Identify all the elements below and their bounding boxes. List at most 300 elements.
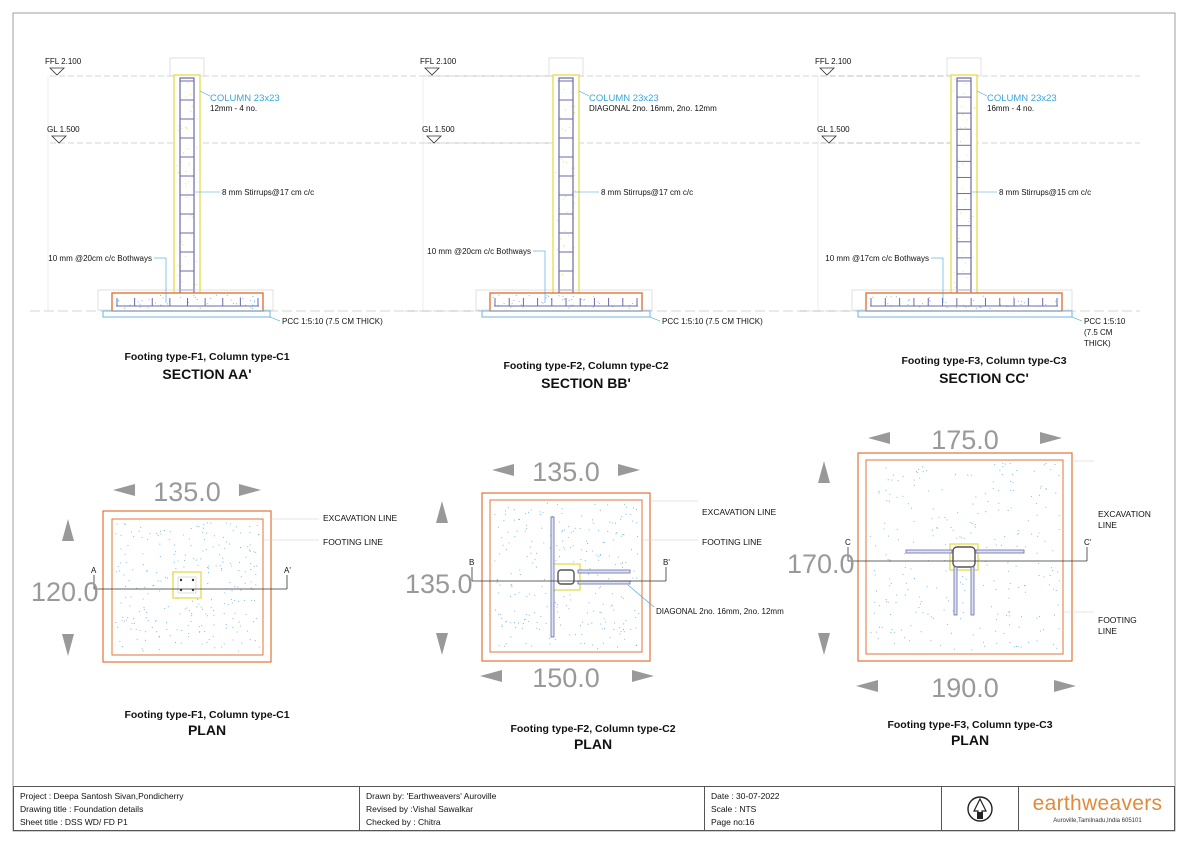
aggregate-dot — [137, 639, 138, 640]
aggregate-dot — [555, 602, 556, 603]
aggregate-dot — [958, 238, 959, 239]
aggregate-dot — [896, 296, 897, 297]
section-title: SECTION CC' — [939, 370, 1029, 386]
aggregate-dot — [886, 468, 887, 469]
column-bar-dot — [192, 579, 194, 581]
column-top-outline — [947, 58, 981, 76]
aggregate-dot — [1058, 604, 1059, 605]
aggregate-dot — [1058, 475, 1059, 476]
aggregate-dot — [996, 544, 997, 545]
aggregate-dot — [200, 558, 201, 559]
aggregate-dot — [563, 199, 564, 200]
aggregate-dot — [186, 197, 187, 198]
aggregate-dot — [233, 303, 234, 304]
aggregate-dot — [1044, 541, 1045, 542]
aggregate-dot — [524, 619, 525, 620]
aggregate-dot — [962, 114, 963, 115]
aggregate-dot — [162, 297, 163, 298]
aggregate-dot — [519, 519, 520, 520]
aggregate-dot — [622, 562, 623, 563]
aggregate-dot — [569, 634, 570, 635]
aggregate-dot — [580, 528, 581, 529]
aggregate-dot — [888, 479, 889, 480]
section-cut-left-label: A — [91, 566, 97, 575]
aggregate-dot — [951, 633, 952, 634]
aggregate-dot — [574, 203, 575, 204]
aggregate-dot — [178, 125, 179, 126]
aggregate-dot — [902, 476, 903, 477]
aggregate-dot — [185, 256, 186, 257]
aggregate-dot — [160, 581, 161, 582]
aggregate-dot — [1010, 490, 1011, 491]
aggregate-dot — [947, 519, 948, 520]
aggregate-dot — [1018, 533, 1019, 534]
aggregate-dot — [1031, 496, 1032, 497]
aggregate-dot — [961, 537, 962, 538]
aggregate-dot — [195, 297, 196, 298]
aggregate-dot — [529, 295, 530, 296]
aggregate-dot — [618, 557, 619, 558]
aggregate-dot — [213, 624, 214, 625]
aggregate-dot — [1008, 510, 1009, 511]
aggregate-dot — [964, 93, 965, 94]
pcc-bed — [858, 311, 1072, 317]
aggregate-dot — [902, 496, 903, 497]
aggregate-dot — [187, 148, 188, 149]
gl-marker-triangle — [52, 136, 66, 143]
aggregate-dot — [586, 541, 587, 542]
aggregate-dot — [251, 581, 252, 582]
aggregate-dot — [139, 611, 140, 612]
aggregate-dot — [556, 545, 557, 546]
pcc-leader — [270, 317, 280, 321]
aggregate-dot — [186, 128, 187, 129]
aggregate-dot — [1005, 464, 1006, 465]
title-block-people-cell — [360, 787, 705, 830]
aggregate-dot — [623, 623, 624, 624]
diagonal-note-label: DIAGONAL 2no. 16mm, 2no. 12mm — [656, 607, 784, 616]
aggregate-dot — [503, 520, 504, 521]
aggregate-dot — [603, 604, 604, 605]
aggregate-dot — [625, 562, 626, 563]
aggregate-dot — [224, 603, 225, 604]
aggregate-dot — [575, 190, 576, 191]
aggregate-dot — [170, 531, 171, 532]
aggregate-dot — [917, 472, 918, 473]
aggregate-dot — [914, 578, 915, 579]
aggregate-dot — [1016, 546, 1017, 547]
aggregate-dot — [232, 602, 233, 603]
aggregate-dot — [549, 638, 550, 639]
aggregate-dot — [564, 89, 565, 90]
aggregate-dot — [254, 301, 255, 302]
aggregate-dot — [611, 606, 612, 607]
column-leader — [977, 91, 987, 96]
aggregate-dot — [954, 649, 955, 650]
aggregate-dot — [901, 630, 902, 631]
column-leader — [200, 91, 210, 96]
aggregate-dot — [602, 628, 603, 629]
aggregate-dot — [913, 542, 914, 543]
bottom-bar-label: 10 mm @20cm c/c Bothways — [48, 254, 152, 263]
aggregate-dot — [207, 303, 208, 304]
aggregate-dot — [568, 608, 569, 609]
aggregate-dot — [987, 565, 988, 566]
aggregate-dot — [598, 530, 599, 531]
aggregate-dot — [505, 510, 506, 511]
aggregate-dot — [979, 628, 980, 629]
aggregate-dot — [191, 615, 192, 616]
aggregate-dot — [626, 507, 627, 508]
aggregate-dot — [946, 570, 947, 571]
aggregate-dot — [933, 509, 934, 510]
aggregate-dot — [130, 629, 131, 630]
aggregate-dot — [226, 523, 227, 524]
aggregate-dot — [536, 567, 537, 568]
footing-label: FOOTING — [1098, 615, 1137, 625]
aggregate-dot — [191, 234, 192, 235]
aggregate-dot — [959, 536, 960, 537]
aggregate-dot — [520, 574, 521, 575]
aggregate-dot — [995, 589, 996, 590]
aggregate-dot — [120, 562, 121, 563]
aggregate-dot — [1040, 487, 1041, 488]
aggregate-dot — [146, 570, 147, 571]
aggregate-dot — [616, 532, 617, 533]
aggregate-dot — [1002, 463, 1003, 464]
aggregate-dot — [185, 183, 186, 184]
aggregate-dot — [223, 537, 224, 538]
aggregate-dot — [193, 558, 194, 559]
aggregate-dot — [635, 627, 636, 628]
aggregate-dot — [222, 558, 223, 559]
aggregate-dot — [181, 266, 182, 267]
column-top-outline — [170, 58, 204, 76]
aggregate-dot — [123, 574, 124, 575]
ffl-marker-label: FFL 2.100 — [815, 57, 852, 66]
aggregate-dot — [210, 523, 211, 524]
aggregate-dot — [536, 628, 537, 629]
aggregate-dot — [922, 612, 923, 613]
bottom-dimension-label: 190.0 — [931, 673, 999, 703]
aggregate-dot — [897, 529, 898, 530]
column-outline — [553, 75, 579, 294]
aggregate-dot — [514, 509, 515, 510]
aggregate-dot — [255, 574, 256, 575]
aggregate-dot — [1011, 507, 1012, 508]
aggregate-dot — [560, 625, 561, 626]
dimension-arrow-right — [618, 464, 640, 476]
aggregate-dot — [506, 621, 507, 622]
aggregate-dot — [547, 295, 548, 296]
aggregate-dot — [878, 493, 879, 494]
aggregate-dot — [543, 542, 544, 543]
aggregate-dot — [503, 545, 504, 546]
aggregate-dot — [601, 612, 602, 613]
aggregate-dot — [185, 171, 186, 172]
aggregate-dot — [164, 608, 165, 609]
aggregate-dot — [250, 563, 251, 564]
aggregate-dot — [580, 643, 581, 644]
aggregate-dot — [251, 588, 252, 589]
stirrup-label: 8 mm Stirrups@15 cm c/c — [999, 188, 1092, 197]
aggregate-dot — [514, 520, 515, 521]
aggregate-dot — [888, 602, 889, 603]
aggregate-dot — [541, 302, 542, 303]
aggregate-dot — [1037, 536, 1038, 537]
aggregate-dot — [540, 511, 541, 512]
top-dimension-label: 135.0 — [532, 457, 600, 487]
aggregate-dot — [529, 594, 530, 595]
aggregate-dot — [125, 524, 126, 525]
aggregate-dot — [516, 295, 517, 296]
aggregate-dot — [561, 513, 562, 514]
aggregate-dot — [1003, 633, 1004, 634]
aggregate-dot — [953, 610, 954, 611]
aggregate-dot — [185, 185, 186, 186]
aggregate-dot — [190, 111, 191, 112]
aggregate-dot — [965, 263, 966, 264]
aggregate-dot — [121, 535, 122, 536]
top-dimension-label: 135.0 — [153, 477, 221, 507]
aggregate-dot — [229, 543, 230, 544]
aggregate-dot — [1008, 598, 1009, 599]
aggregate-dot — [550, 548, 551, 549]
aggregate-dot — [230, 523, 231, 524]
column-label: COLUMN 23x23 — [987, 93, 1057, 104]
aggregate-dot — [531, 509, 532, 510]
aggregate-dot — [1058, 628, 1059, 629]
aggregate-dot — [875, 574, 876, 575]
aggregate-dot — [893, 475, 894, 476]
section-cut-right-label: C' — [1084, 538, 1092, 547]
aggregate-dot — [592, 519, 593, 520]
aggregate-dot — [962, 576, 963, 577]
aggregate-dot — [930, 301, 931, 302]
aggregate-dot — [138, 301, 139, 302]
aggregate-dot — [1028, 520, 1029, 521]
aggregate-dot — [211, 599, 212, 600]
aggregate-dot — [622, 567, 623, 568]
aggregate-dot — [588, 602, 589, 603]
aggregate-dot — [206, 642, 207, 643]
aggregate-dot — [994, 539, 995, 540]
aggregate-dot — [508, 507, 509, 508]
aggregate-dot — [612, 522, 613, 523]
aggregate-dot — [1044, 464, 1045, 465]
aggregate-dot — [1036, 618, 1037, 619]
aggregate-dot — [156, 572, 157, 573]
aggregate-dot — [1010, 481, 1011, 482]
aggregate-dot — [977, 513, 978, 514]
pcc-label: THICK) — [1084, 339, 1111, 348]
gl-marker-label: GL 1.500 — [47, 125, 80, 134]
aggregate-dot — [505, 621, 506, 622]
aggregate-dot — [196, 284, 197, 285]
aggregate-dot — [998, 503, 999, 504]
aggregate-dot — [908, 503, 909, 504]
aggregate-dot — [894, 632, 895, 633]
aggregate-dot — [131, 596, 132, 597]
aggregate-dot — [240, 532, 241, 533]
aggregate-dot — [213, 615, 214, 616]
aggregate-dot — [234, 586, 235, 587]
aggregate-dot — [241, 643, 242, 644]
aggregate-dot — [626, 514, 627, 515]
aggregate-dot — [498, 592, 499, 593]
aggregate-dot — [256, 566, 257, 567]
aggregate-dot — [158, 580, 159, 581]
aggregate-dot — [190, 94, 191, 95]
aggregate-dot — [916, 471, 917, 472]
aggregate-dot — [216, 565, 217, 566]
pcc-label: PCC 1:5:10 (7.5 CM THICK) — [282, 317, 383, 326]
aggregate-dot — [979, 558, 980, 559]
column-leader — [579, 91, 589, 96]
aggregate-dot — [499, 553, 500, 554]
aggregate-dot — [603, 643, 604, 644]
aggregate-dot — [205, 613, 206, 614]
aggregate-dot — [1025, 546, 1026, 547]
aggregate-dot — [973, 634, 974, 635]
aggregate-dot — [529, 615, 530, 616]
aggregate-dot — [944, 609, 945, 610]
aggregate-dot — [560, 117, 561, 118]
aggregate-dot — [996, 643, 997, 644]
aggregate-dot — [989, 308, 990, 309]
title-block-date-cell — [705, 787, 942, 830]
aggregate-dot — [598, 301, 599, 302]
aggregate-dot — [147, 593, 148, 594]
column-label: COLUMN 23x23 — [210, 93, 280, 104]
aggregate-dot — [180, 297, 181, 298]
aggregate-dot — [188, 165, 189, 166]
aggregate-dot — [175, 551, 176, 552]
aggregate-dot — [1002, 466, 1003, 467]
column-outline — [951, 75, 977, 294]
aggregate-dot — [874, 602, 875, 603]
aggregate-dot — [994, 464, 995, 465]
aggregate-dot — [219, 554, 220, 555]
aggregate-dot — [521, 304, 522, 305]
aggregate-dot — [120, 548, 121, 549]
aggregate-dot — [581, 299, 582, 300]
aggregate-dot — [889, 494, 890, 495]
aggregate-dot — [174, 554, 175, 555]
aggregate-dot — [174, 545, 175, 546]
aggregate-dot — [1055, 493, 1056, 494]
dimension-arrow-right — [239, 484, 261, 496]
aggregate-dot — [962, 250, 963, 251]
aggregate-dot — [126, 562, 127, 563]
aggregate-dot — [191, 621, 192, 622]
left-dimension-label: 135.0 — [405, 569, 473, 599]
aggregate-dot — [252, 308, 253, 309]
aggregate-dot — [571, 106, 572, 107]
aggregate-dot — [526, 614, 527, 615]
aggregate-dot — [589, 568, 590, 569]
checked-by: Checked by : Chitra — [366, 817, 441, 827]
column-plan-outline — [173, 572, 201, 598]
aggregate-dot — [232, 627, 233, 628]
aggregate-dot — [198, 603, 199, 604]
aggregate-dot — [548, 296, 549, 297]
aggregate-dot — [145, 640, 146, 641]
footing-outline — [866, 293, 1062, 311]
aggregate-dot — [1016, 470, 1017, 471]
aggregate-dot — [526, 596, 527, 597]
aggregate-dot — [197, 599, 198, 600]
aggregate-dot — [948, 600, 949, 601]
aggregate-dot — [879, 605, 880, 606]
aggregate-dot — [176, 165, 177, 166]
aggregate-dot — [220, 565, 221, 566]
aggregate-dot — [253, 551, 254, 552]
aggregate-dot — [940, 645, 941, 646]
aggregate-dot — [1052, 570, 1053, 571]
aggregate-dot — [563, 246, 564, 247]
aggregate-dot — [983, 296, 984, 297]
aggregate-dot — [181, 643, 182, 644]
aggregate-dot — [879, 491, 880, 492]
aggregate-dot — [591, 623, 592, 624]
aggregate-dot — [159, 649, 160, 650]
pcc-bed — [103, 311, 270, 317]
aggregate-dot — [188, 181, 189, 182]
aggregate-dot — [886, 500, 887, 501]
aggregate-dot — [1021, 616, 1022, 617]
aggregate-dot — [1059, 580, 1060, 581]
diagonal-bar-horizontal-2 — [578, 581, 630, 584]
aggregate-dot — [886, 296, 887, 297]
aggregate-dot — [870, 632, 871, 633]
aggregate-dot — [878, 638, 879, 639]
aggregate-dot — [914, 485, 915, 486]
bars-label: DIAGONAL 2no. 16mm, 2no. 12mm — [589, 104, 717, 113]
aggregate-dot — [238, 650, 239, 651]
aggregate-dot — [513, 300, 514, 301]
aggregate-dot — [562, 530, 563, 531]
aggregate-dot — [564, 230, 565, 231]
aggregate-dot — [975, 527, 976, 528]
aggregate-dot — [1010, 463, 1011, 464]
aggregate-dot — [891, 296, 892, 297]
aggregate-dot — [607, 531, 608, 532]
aggregate-dot — [139, 630, 140, 631]
aggregate-dot — [165, 577, 166, 578]
aggregate-dot — [623, 598, 624, 599]
aggregate-dot — [1055, 301, 1056, 302]
aggregate-dot — [207, 583, 208, 584]
project-name: Project : Deepa Santosh Sivan,Pondicherry — [20, 791, 184, 801]
aggregate-dot — [568, 537, 569, 538]
aggregate-dot — [965, 127, 966, 128]
aggregate-dot — [906, 583, 907, 584]
aggregate-dot — [181, 128, 182, 129]
aggregate-dot — [250, 639, 251, 640]
aggregate-dot — [599, 587, 600, 588]
aggregate-dot — [910, 625, 911, 626]
aggregate-dot — [638, 613, 639, 614]
aggregate-dot — [536, 553, 537, 554]
aggregate-dot — [933, 535, 934, 536]
aggregate-dot — [230, 563, 231, 564]
aggregate-dot — [494, 560, 495, 561]
aggregate-dot — [911, 508, 912, 509]
aggregate-dot — [210, 298, 211, 299]
aggregate-dot — [240, 625, 241, 626]
aggregate-dot — [569, 594, 570, 595]
